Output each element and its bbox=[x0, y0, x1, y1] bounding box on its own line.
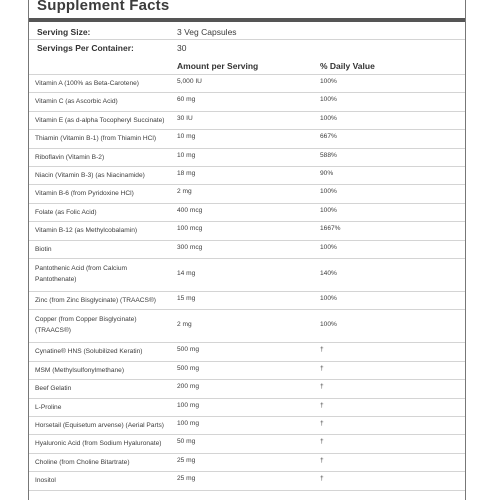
nutrient-row bbox=[29, 111, 465, 129]
amount-per-serving-header: Amount per Serving bbox=[177, 61, 259, 71]
divider bbox=[29, 490, 465, 491]
nutrient-daily-value: 100% bbox=[320, 96, 337, 104]
nutrient-row bbox=[29, 361, 465, 379]
nutrient-row bbox=[29, 453, 465, 471]
nutrient-row bbox=[29, 309, 465, 342]
servings-per-container-label: Servings Per Container: bbox=[37, 43, 134, 53]
nutrient-row bbox=[29, 240, 465, 258]
nutrient-name: Vitamin A (100% as Beta-Carotene) bbox=[35, 80, 139, 87]
nutrient-row bbox=[29, 92, 465, 110]
nutrient-amount: 25 mg bbox=[177, 475, 196, 483]
nutrient-daily-value: † bbox=[320, 346, 324, 354]
divider bbox=[29, 39, 465, 40]
nutrient-amount: 100 mcg bbox=[177, 225, 203, 233]
nutrient-row bbox=[29, 379, 465, 397]
nutrient-name: Horsetail (Equisetum arvense) (Aerial Parts) bbox=[35, 422, 164, 429]
nutrient-name: Vitamin B-6 (from Pyridoxine HCl) bbox=[35, 190, 134, 198]
nutrient-amount: 18 mg bbox=[177, 170, 196, 177]
nutrient-amount: 50 mg bbox=[177, 438, 196, 446]
serving-size-value: 3 Veg Capsules bbox=[177, 27, 237, 37]
nutrient-name: L-Proline bbox=[35, 403, 62, 411]
panel-title: Supplement Facts bbox=[37, 0, 170, 14]
nutrient-row bbox=[29, 74, 465, 92]
nutrient-row bbox=[29, 291, 465, 309]
nutrient-name: Inositol bbox=[35, 477, 56, 485]
nutrient-daily-value: † bbox=[320, 364, 324, 372]
nutrient-amount: 200 mg bbox=[177, 383, 199, 391]
nutrient-name: Niacin (Vitamin B-3) (as Niacinamide) bbox=[35, 172, 145, 179]
nutrient-amount: 10 mg bbox=[177, 151, 196, 159]
nutrient-row bbox=[29, 398, 465, 416]
nutrient-daily-value: 100% bbox=[320, 243, 337, 251]
nutrient-daily-value: † bbox=[320, 475, 324, 483]
nutrient-row bbox=[29, 148, 465, 166]
nutrient-amount: 5,000 IU bbox=[177, 78, 202, 85]
nutrient-row bbox=[29, 342, 465, 360]
nutrient-row bbox=[29, 221, 465, 239]
nutrient-row bbox=[29, 166, 465, 184]
nutrient-name: Riboflavin (Vitamin B-2) bbox=[35, 153, 105, 161]
nutrient-daily-value: 100% bbox=[320, 321, 337, 329]
servings-per-container-value: 30 bbox=[177, 43, 187, 53]
nutrient-daily-value: 100% bbox=[320, 206, 337, 214]
nutrient-name: Cynatine® HNS (Solubilized Keratin) bbox=[35, 348, 143, 356]
nutrient-amount: 15 mg bbox=[177, 295, 196, 302]
nutrient-name: Hyaluronic Acid (from Sodium Hyaluronate) bbox=[35, 440, 162, 448]
nutrient-daily-value: † bbox=[320, 456, 324, 464]
serving-size-label: Serving Size: bbox=[37, 27, 91, 37]
nutrient-name: Folate (as Folic Acid) bbox=[35, 208, 97, 216]
nutrient-name: Vitamin C (as Ascorbic Acid) bbox=[35, 98, 118, 106]
nutrient-amount: 500 mg bbox=[177, 364, 199, 372]
nutrient-amount: 300 mcg bbox=[177, 243, 203, 251]
nutrient-daily-value: 1667% bbox=[320, 225, 341, 233]
nutrient-name: Biotin bbox=[35, 245, 52, 253]
nutrient-daily-value: 588% bbox=[320, 151, 337, 159]
nutrient-daily-value: † bbox=[320, 383, 324, 391]
nutrient-row bbox=[29, 184, 465, 202]
nutrient-amount: 2 mg bbox=[177, 188, 192, 196]
nutrient-daily-value: 100% bbox=[320, 295, 337, 302]
nutrient-amount: 2 mg bbox=[177, 321, 192, 329]
nutrient-amount: 100 mg bbox=[177, 401, 199, 409]
nutrient-name: Choline (from Choline Bitartrate) bbox=[35, 458, 130, 466]
nutrient-amount: 60 mg bbox=[177, 96, 196, 104]
nutrient-name: MSM (Methylsulfonylmethane) bbox=[35, 366, 125, 374]
nutrient-name: Copper (from Copper Bisglycinate) (TRAACS®) bbox=[35, 316, 137, 335]
nutrient-daily-value: 140% bbox=[320, 270, 337, 277]
nutrient-amount: 100 mg bbox=[177, 420, 199, 427]
nutrient-daily-value: † bbox=[320, 401, 324, 409]
nutrient-name: Zinc (from Zinc Bisglycinate) (TRAACS®) bbox=[35, 297, 156, 304]
nutrient-daily-value: 667% bbox=[320, 133, 337, 141]
nutrient-amount: 10 mg bbox=[177, 133, 196, 141]
nutrient-amount: 500 mg bbox=[177, 346, 199, 354]
nutrient-daily-value: 90% bbox=[320, 170, 334, 177]
nutrient-row bbox=[29, 416, 465, 434]
nutrient-name: Beef Gelatin bbox=[35, 385, 72, 393]
nutrient-row bbox=[29, 258, 465, 291]
nutrient-daily-value: 100% bbox=[320, 114, 337, 122]
nutrient-daily-value: † bbox=[320, 420, 324, 427]
nutrient-row bbox=[29, 203, 465, 221]
nutrient-row bbox=[29, 434, 465, 452]
nutrient-amount: 14 mg bbox=[177, 270, 196, 277]
nutrient-amount: 400 mcg bbox=[177, 206, 203, 214]
nutrient-daily-value: 100% bbox=[320, 78, 337, 85]
nutrient-name: Vitamin E (as d-alpha Tocopheryl Succinate) bbox=[35, 116, 165, 124]
nutrient-row bbox=[29, 471, 465, 489]
title-divider bbox=[29, 18, 465, 22]
nutrient-amount: 30 IU bbox=[177, 114, 193, 122]
nutrient-name: Vitamin B-12 (as Methylcobalamin) bbox=[35, 227, 138, 235]
nutrient-daily-value: 100% bbox=[320, 188, 337, 196]
nutrient-amount: 25 mg bbox=[177, 456, 196, 464]
nutrient-name: Thiamin (Vitamin B-1) (from Thiamin HCl) bbox=[35, 135, 157, 143]
nutrient-daily-value: † bbox=[320, 438, 324, 446]
nutrient-row bbox=[29, 129, 465, 147]
supplement-facts-panel bbox=[28, 0, 466, 500]
daily-value-header: % Daily Value bbox=[320, 61, 375, 71]
nutrient-name: Pantothenic Acid (from Calcium Pantothenate) bbox=[35, 265, 127, 283]
